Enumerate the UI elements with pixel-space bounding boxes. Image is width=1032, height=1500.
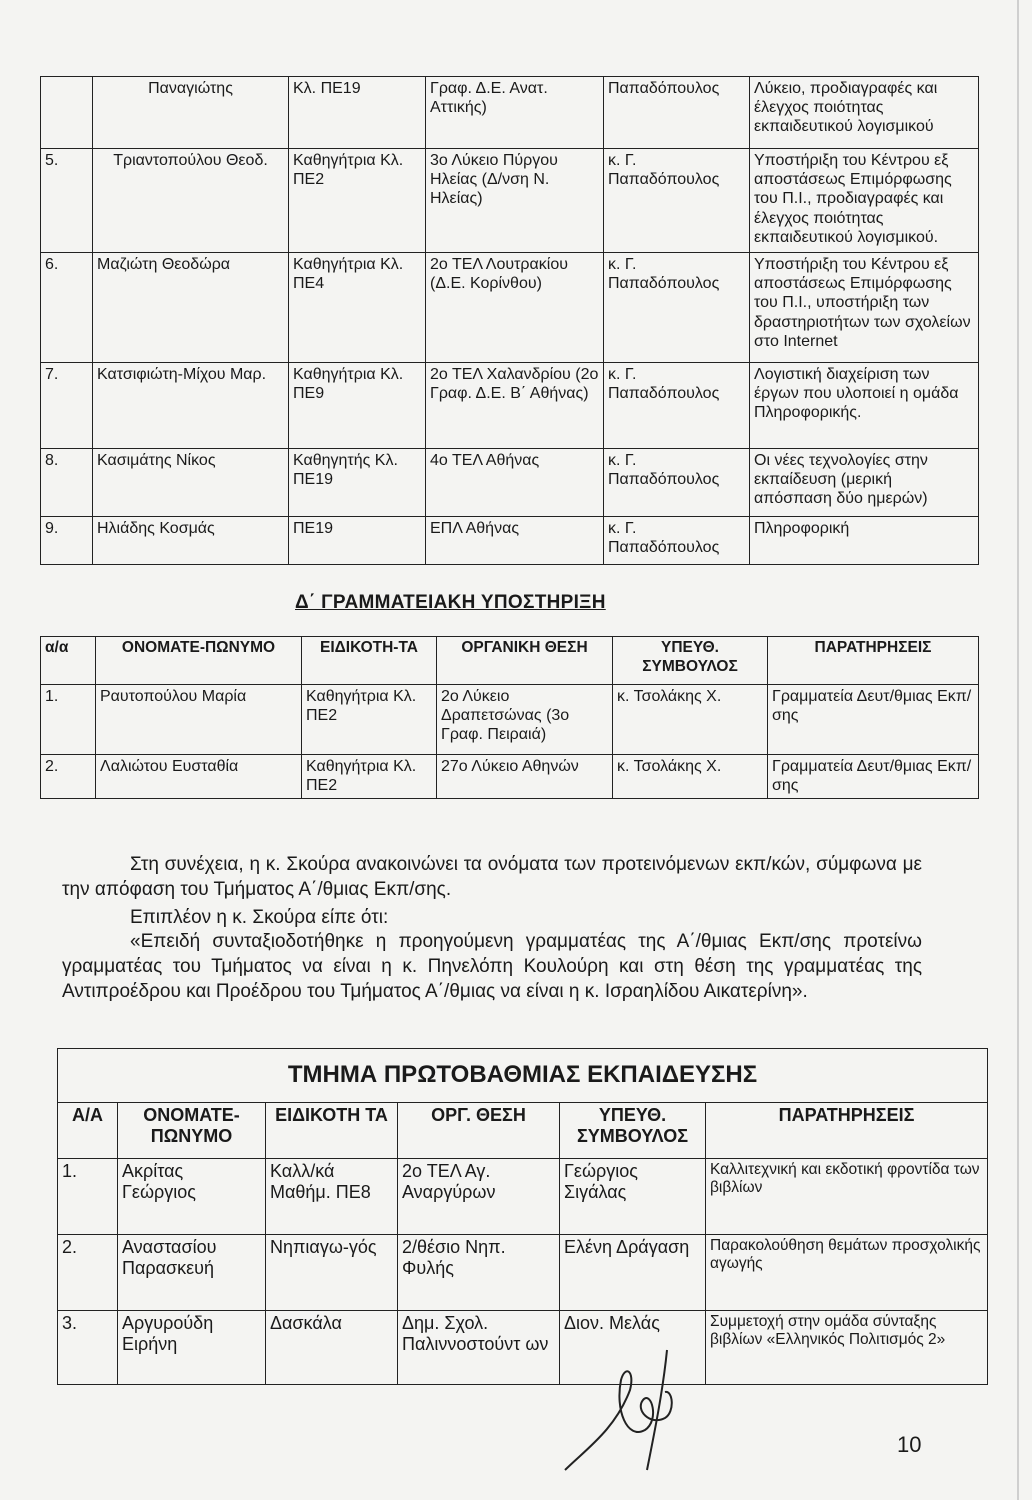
row-notes: Υποστήριξη του Κέντρου εξ αποστάσεως Επιμόρφωσης του Π.Ι., προδιαγραφές και έλεγχος ποιότητας εκπαιδευτικού λογισμικού.: [750, 149, 979, 253]
row-position: 27ο Λύκειο Αθηνών: [437, 755, 613, 799]
table-row: [58, 1234, 988, 1310]
header-position: ΟΡΓΑΝΙΚΗ ΘΕΣΗ: [437, 637, 613, 685]
header-name: ΟΝΟΜΑΤΕ-ΠΩΝΥΜΟ: [96, 637, 302, 685]
table-row: [58, 1158, 988, 1234]
row-notes: Λογιστική διαχείριση των έργων που υλοποιεί η ομάδα Πληροφορικής.: [750, 363, 979, 449]
table-header-row: [58, 1102, 988, 1158]
row-specialty: Δασκάλα: [266, 1310, 398, 1384]
row-position: 2ο ΤΕΛ Χαλανδρίου (2ο Γραφ. Δ.Ε. Β΄ Αθήνας): [426, 363, 604, 449]
table-row: [41, 755, 979, 799]
row-specialty: Νηπιαγω-γός: [266, 1234, 398, 1310]
row-position: Γραφ. Δ.Ε. Ανατ. Αττικής): [426, 77, 604, 149]
header-position: ΟΡΓ. ΘΕΣΗ: [398, 1102, 560, 1158]
staff-table-informatics: [40, 76, 979, 565]
row-advisor: κ. Γ. Παπαδόπουλος: [604, 149, 750, 253]
row-notes: Παρακολούθηση θεμάτων προσχολικής αγωγής: [706, 1234, 988, 1310]
row-name: Κασιμάτης Νίκος: [93, 449, 289, 517]
header-num: Α/Α: [58, 1102, 118, 1158]
row-specialty: Καλλ/κά Μαθήμ. ΠΕ8: [266, 1158, 398, 1234]
row-advisor: Διον. Μελάς: [560, 1310, 706, 1384]
row-number: 7.: [41, 363, 93, 449]
row-position: 4ο ΤΕΛ Αθήνας: [426, 449, 604, 517]
table-row: [41, 77, 979, 149]
row-advisor: κ. Γ. Παπαδόπουλος: [604, 449, 750, 517]
signature-image: [555, 1330, 735, 1480]
table-row: [41, 149, 979, 253]
row-specialty: Καθηγήτρια Κλ. ΠΕ2: [302, 685, 437, 755]
row-name: Μαζιώτη Θεοδώρα: [93, 253, 289, 363]
row-notes: Λύκειο, προδιαγραφές και έλεγχος ποιότητας εκπαιδευτικού λογισμικού: [750, 77, 979, 149]
row-number: 3.: [58, 1310, 118, 1384]
row-specialty: Καθηγήτρια Κλ. ΠΕ2: [289, 149, 426, 253]
row-number: 2.: [41, 755, 96, 799]
row-name: Λαλιώτου Ευσταθία: [96, 755, 302, 799]
row-name: Τριαντοπούλου Θεοδ.: [93, 149, 289, 253]
paragraph-announcement: Στη συνέχεια, η κ. Σκούρα ανακοινώνει τα ονόματα των προτεινόμενων εκπ/κών, σύμφωνα με την απόφαση του Τμήματος Α΄/θμιας Εκπ/σης.: [62, 854, 922, 900]
row-position: ΕΠΛ Αθήνας: [426, 517, 604, 565]
row-specialty: Καθηγήτρια Κλ. ΠΕ2: [302, 755, 437, 799]
row-position: 3ο Λύκειο Πύργου Ηλείας (Δ/νση Ν. Ηλείας): [426, 149, 604, 253]
row-notes: Συμμετοχή στην ομάδα σύνταξης βιβλίων «Ελληνικός Πολιτισμός 2»: [706, 1310, 988, 1384]
paragraph-intro: Επιπλέον η κ. Σκούρα είπε ότι:: [130, 907, 389, 928]
table-title-row: [58, 1049, 988, 1103]
row-advisor: κ. Τσολάκης Χ.: [613, 755, 768, 799]
row-advisor: κ. Γ. Παπαδόπουλος: [604, 517, 750, 565]
table-header-row: [41, 637, 979, 685]
row-number: 5.: [41, 149, 93, 253]
header-notes: ΠΑΡΑΤΗΡΗΣΕΙΣ: [706, 1102, 988, 1158]
table-row: [41, 253, 979, 363]
row-advisor: Γεώργιος Σιγάλας: [560, 1158, 706, 1234]
row-number: 6.: [41, 253, 93, 363]
secretarial-support-table: [40, 636, 979, 799]
header-specialty: ΕΙΔΙΚΟΤΗ-ΤΑ: [302, 637, 437, 685]
row-position: 2ο Λύκειο Δραπετσώνας (3ο Γραφ. Πειραιά): [437, 685, 613, 755]
row-name: Ραυτοπούλου Μαρία: [96, 685, 302, 755]
row-number: 8.: [41, 449, 93, 517]
row-name: Κατσιφιώτη-Μίχου Μαρ.: [93, 363, 289, 449]
table-row: [41, 449, 979, 517]
section-heading-secretarial-support: Δ΄ ΓΡΑΜΜΑΤΕΙΑΚΗ ΥΠΟΣΤΗΡΙΞΗ: [295, 592, 606, 613]
row-name: Αργυρούδη Ειρήνη: [118, 1310, 266, 1384]
row-notes: Πληροφορική: [750, 517, 979, 565]
header-name: ΟΝΟΜΑΤΕ-ΠΩΝΥΜΟ: [118, 1102, 266, 1158]
row-number: 2.: [58, 1234, 118, 1310]
table-row: [41, 517, 979, 565]
header-advisor: ΥΠΕΥΘ. ΣΥΜΒΟΥΛΟΣ: [613, 637, 768, 685]
page-number: 10: [897, 1432, 922, 1457]
row-notes: Υποστήριξη του Κέντρου εξ αποστάσεως Επιμόρφωσης του Π.Ι., υποστήριξη των δραστηριοτήτων των σχολείων στο Internet: [750, 253, 979, 363]
row-number: [41, 77, 93, 149]
row-number: 1.: [41, 685, 96, 755]
header-notes: ΠΑΡΑΤΗΡΗΣΕΙΣ: [768, 637, 979, 685]
table-row: [41, 363, 979, 449]
header-advisor: ΥΠΕΥΘ. ΣΥΜΒΟΥΛΟΣ: [560, 1102, 706, 1158]
row-number: 9.: [41, 517, 93, 565]
row-position: 2/θέσιο Νηπ. Φυλής: [398, 1234, 560, 1310]
row-advisor: Παπαδόπουλος: [604, 77, 750, 149]
row-name: Ηλιάδης Κοσμάς: [93, 517, 289, 565]
row-number: 1.: [58, 1158, 118, 1234]
table-row: [58, 1310, 988, 1384]
row-advisor: κ. Γ. Παπαδόπουλος: [604, 253, 750, 363]
row-position: 2ο ΤΕΛ Αγ. Αναργύρων: [398, 1158, 560, 1234]
row-position: Δημ. Σχολ. Παλιννοστούντ ων: [398, 1310, 560, 1384]
row-specialty: Καθηγήτρια Κλ. ΠΕ9: [289, 363, 426, 449]
table-row: [41, 685, 979, 755]
row-advisor: Ελένη Δράγαση: [560, 1234, 706, 1310]
row-advisor: κ. Γ. Παπαδόπουλος: [604, 363, 750, 449]
row-specialty: Καθηγήτρια Κλ. ΠΕ4: [289, 253, 426, 363]
row-name: Παναγιώτης: [93, 77, 289, 149]
row-name: Ακρίτας Γεώργιος: [118, 1158, 266, 1234]
row-notes: Γραμματεία Δευτ/θμιας Εκπ/σης: [768, 685, 979, 755]
row-notes: Γραμματεία Δευτ/θμιας Εκπ/σης: [768, 755, 979, 799]
paragraph-proposal-quote: «Επειδή συνταξιοδοτήθηκε η προηγούμενη γραμματέας της Α΄/θμιας Εκπ/σης προτείνω γραμματέας του Τμήματος να είναι η κ. Πηνελόπη Κουλούρη και στη θέση της γραμματέας της Αντιπροέδρου και Προέδρου του Τμήματος Α΄/θμιας να είναι η κ. Ισραηλίδου Αικατερίνη».: [62, 931, 922, 1002]
row-specialty: Καθηγητής Κλ. ΠΕ19: [289, 449, 426, 517]
primary-education-table: [57, 1048, 988, 1385]
row-position: 2ο ΤΕΛ Λουτρακίου (Δ.Ε. Κορίνθου): [426, 253, 604, 363]
row-advisor: κ. Τσολάκης Χ.: [613, 685, 768, 755]
header-specialty: ΕΙΔΙΚΟΤΗ ΤΑ: [266, 1102, 398, 1158]
table-title: ΤΜΗΜΑ ΠΡΩΤΟΒΑΘΜΙΑΣ ΕΚΠΑΙΔΕΥΣΗΣ: [58, 1049, 988, 1103]
row-notes: Οι νέες τεχνολογίες στην εκπαίδευση (μερική απόσπαση δύο ημερών): [750, 449, 979, 517]
header-num: α/α: [41, 637, 96, 685]
row-notes: Καλλιτεχνική και εκδοτική φροντίδα των βιβλίων: [706, 1158, 988, 1234]
row-name: Αναστασίου Παρασκευή: [118, 1234, 266, 1310]
row-specialty: Κλ. ΠΕ19: [289, 77, 426, 149]
row-specialty: ΠΕ19: [289, 517, 426, 565]
